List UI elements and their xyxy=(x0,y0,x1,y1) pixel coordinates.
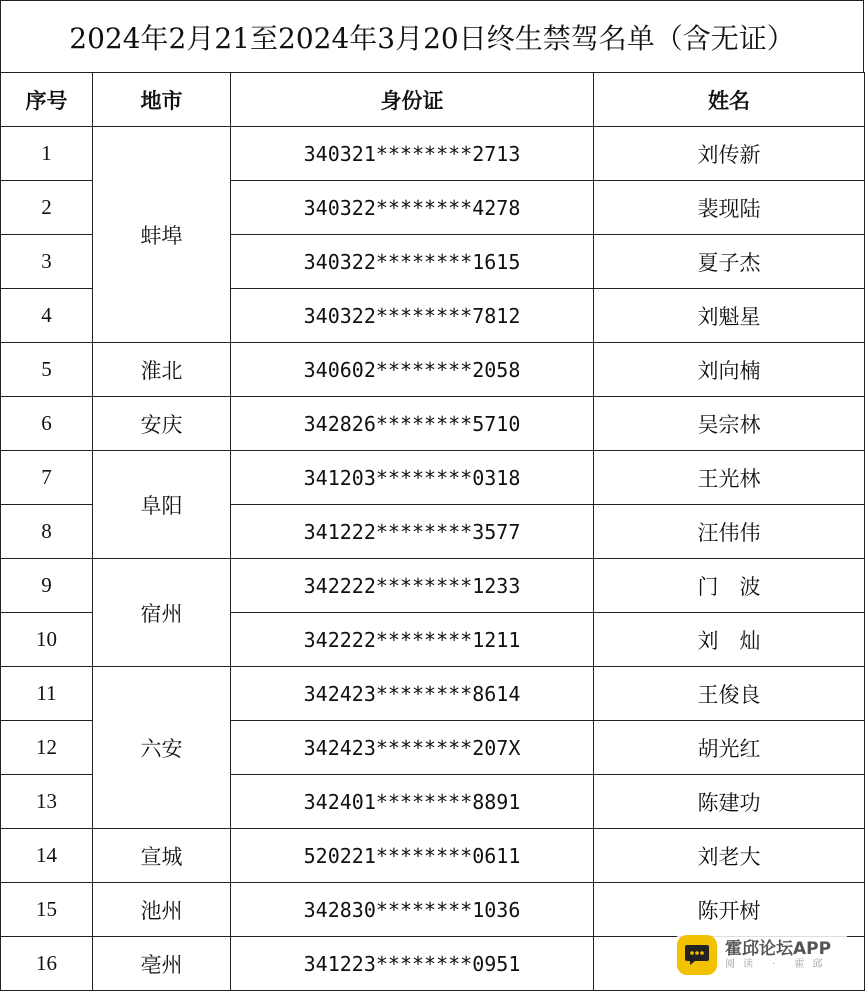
row-name: 刘传新 xyxy=(594,127,865,181)
row-id: 341203********0318 xyxy=(231,451,594,505)
row-seq: 15 xyxy=(1,883,93,937)
table-row xyxy=(1,559,865,613)
row-name: 王俊良 xyxy=(594,667,865,721)
row-city: 安庆 xyxy=(93,397,231,451)
table-row xyxy=(1,397,865,451)
row-city: 池州 xyxy=(93,883,231,937)
row-id: 341222********3577 xyxy=(231,505,594,559)
table-row xyxy=(1,883,865,937)
row-id: 340602********2058 xyxy=(231,343,594,397)
watermark-title: 霍邱论坛APP xyxy=(725,939,832,960)
row-id: 341223********0951 xyxy=(231,937,594,991)
row-seq: 5 xyxy=(1,343,93,397)
row-name: 刘魁星 xyxy=(594,289,865,343)
row-city: 六安 xyxy=(93,667,231,829)
row-seq: 3 xyxy=(1,235,93,289)
row-seq: 1 xyxy=(1,127,93,181)
row-name: 刘老大 xyxy=(594,829,865,883)
row-id: 342222********1211 xyxy=(231,613,594,667)
row-id: 520221********0611 xyxy=(231,829,594,883)
row-seq: 14 xyxy=(1,829,93,883)
chat-bubble-icon xyxy=(677,935,717,975)
row-seq: 2 xyxy=(1,181,93,235)
row-seq: 4 xyxy=(1,289,93,343)
table-header-row xyxy=(1,73,865,127)
table-row xyxy=(1,451,865,505)
header-name: 姓名 xyxy=(594,73,865,127)
table-row xyxy=(1,343,865,397)
row-seq: 13 xyxy=(1,775,93,829)
row-id: 340322********7812 xyxy=(231,289,594,343)
table-row xyxy=(1,127,865,181)
row-city: 蚌埠 xyxy=(93,127,231,343)
row-seq: 10 xyxy=(1,613,93,667)
row-seq: 9 xyxy=(1,559,93,613)
row-seq: 12 xyxy=(1,721,93,775)
row-seq: 6 xyxy=(1,397,93,451)
row-name: 吴宗林 xyxy=(594,397,865,451)
row-id: 342830********1036 xyxy=(231,883,594,937)
row-name: 王光林 xyxy=(594,451,865,505)
row-city: 淮北 xyxy=(93,343,231,397)
row-id: 342222********1233 xyxy=(231,559,594,613)
row-id: 342826********5710 xyxy=(231,397,594,451)
row-name: 裴现陆 xyxy=(594,181,865,235)
row-name: 汪伟伟 xyxy=(594,505,865,559)
row-id: 342423********207X xyxy=(231,721,594,775)
row-city: 亳州 xyxy=(93,937,231,991)
watermark-subtitle: 阅读 · 霍邱 xyxy=(725,958,831,970)
row-id: 340322********4278 xyxy=(231,181,594,235)
table-row xyxy=(1,829,865,883)
header-id: 身份证 xyxy=(231,73,594,127)
row-name: 门 波 xyxy=(594,559,865,613)
ban-list-table xyxy=(0,72,865,991)
row-city: 宣城 xyxy=(93,829,231,883)
row-city: 宿州 xyxy=(93,559,231,667)
row-seq: 11 xyxy=(1,667,93,721)
row-seq: 16 xyxy=(1,937,93,991)
row-id: 342401********8891 xyxy=(231,775,594,829)
row-id: 340322********1615 xyxy=(231,235,594,289)
row-city: 阜阳 xyxy=(93,451,231,559)
table-row xyxy=(1,667,865,721)
app-watermark xyxy=(677,933,847,977)
row-seq: 7 xyxy=(1,451,93,505)
page-title: 2024年2月21至2024年3月20日终生禁驾名单（含无证） xyxy=(0,0,864,72)
row-name: 陈建功 xyxy=(594,775,865,829)
row-name: 刘 灿 xyxy=(594,613,865,667)
row-seq: 8 xyxy=(1,505,93,559)
row-name: 陈开树 xyxy=(594,883,865,937)
header-seq: 序号 xyxy=(1,73,93,127)
row-name: 夏子杰 xyxy=(594,235,865,289)
row-id: 340321********2713 xyxy=(231,127,594,181)
row-name: 刘向楠 xyxy=(594,343,865,397)
row-id: 342423********8614 xyxy=(231,667,594,721)
header-city: 地市 xyxy=(93,73,231,127)
row-name: 胡光红 xyxy=(594,721,865,775)
